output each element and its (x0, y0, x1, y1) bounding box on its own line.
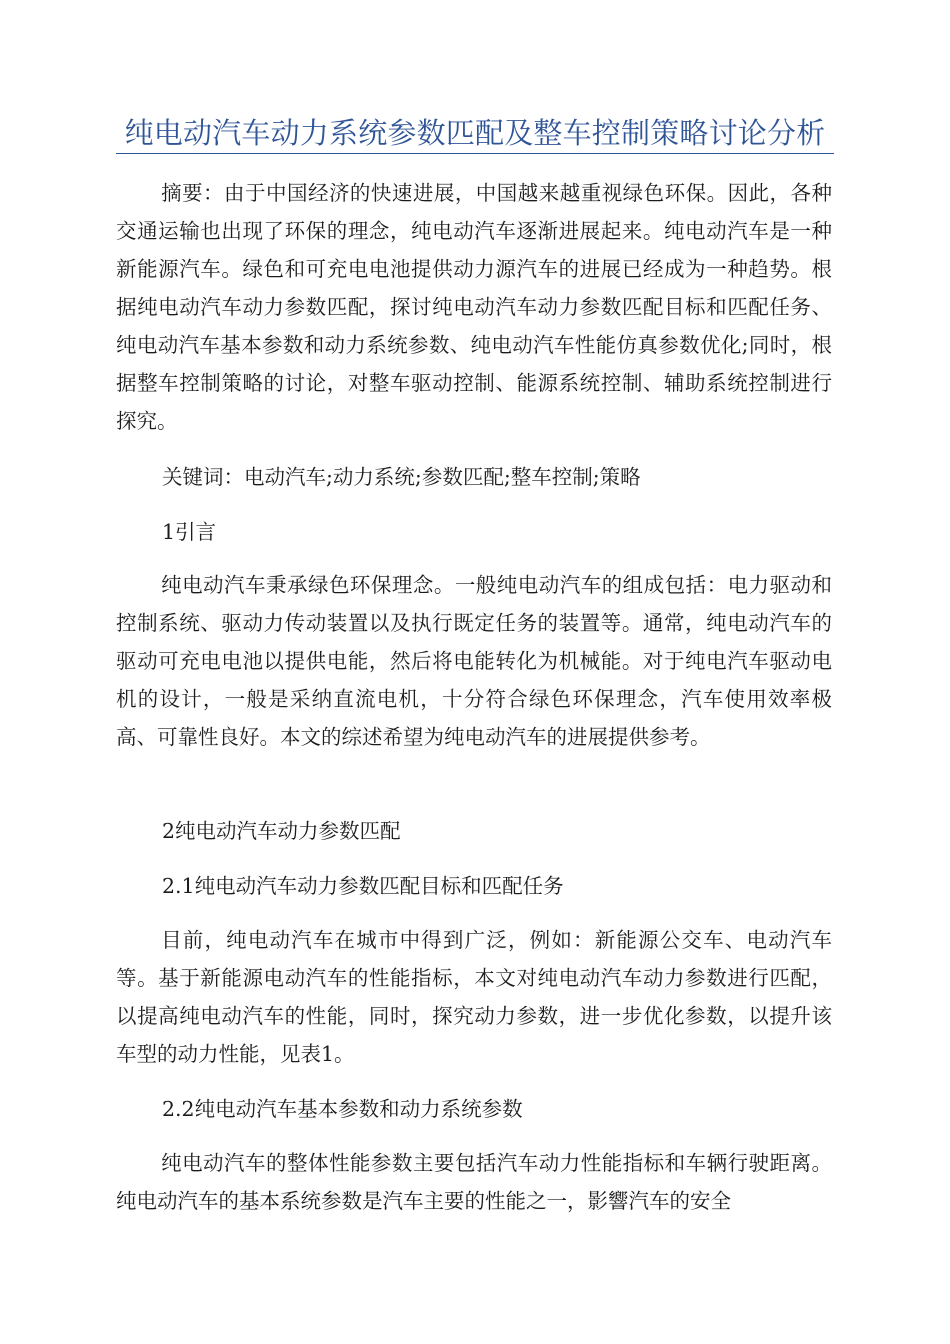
abstract-paragraph: 摘要：由于中国经济的快速进展，中国越来越重视绿色环保。因此，各种交通运输也出现了环保的理念，纯电动汽车逐渐进展起来。纯电动汽车是一种新能源汽车。绿色和可充电电池提供动力源汽车的进展已经成为一种趋势。根据纯电动汽车动力参数匹配，探讨纯电动汽车动力参数匹配目标和匹配任务、纯电动汽车基本参数和动力系统参数、纯电动汽车性能仿真参数优化;同时，根据整车控制策略的讨论，对整车驱动控制、能源系统控制、辅助系统控制进行探究。 (116, 181, 832, 433)
title-underline (116, 153, 834, 154)
document-title: 纯电动汽车动力系统参数匹配及整车控制策略讨论分析 (124, 116, 826, 150)
section-heading-2: 2纯电动汽车动力参数匹配 (162, 819, 401, 843)
section-heading-2-2: 2.2纯电动汽车基本参数和动力系统参数 (162, 1097, 523, 1121)
intro-paragraph: 纯电动汽车秉承绿色环保理念。一般纯电动汽车的组成包括：电力驱动和控制系统、驱动力传动装置以及执行既定任务的装置等。通常，纯电动汽车的驱动可充电电池以提供电能，然后将电能转化为机械能。对于纯电汽车驱动电机的设计，一般是采纳直流电机，十分符合绿色环保理念，汽车使用效率极高、可靠性良好。本文的综述希望为纯电动汽车的进展提供参考。 (116, 573, 832, 749)
section-heading-2-1: 2.1纯电动汽车动力参数匹配目标和匹配任务 (162, 874, 564, 898)
keywords-line: 关键词：电动汽车;动力系统;参数匹配;整车控制;策略 (162, 465, 641, 489)
section-2-2-paragraph: 纯电动汽车的整体性能参数主要包括汽车动力性能指标和车辆行驶距离。纯电动汽车的基本系统参数是汽车主要的性能之一，影響汽车的安全 (116, 1151, 832, 1213)
section-2-1-paragraph: 目前，纯电动汽车在城市中得到广泛，例如：新能源公交车、电动汽车等。基于新能源电动汽车的性能指标，本文对纯电动汽车动力参数进行匹配，以提高纯电动汽车的性能，同时，探究动力参数，进一步优化参数，以提升该车型的动力性能，见表1。 (116, 928, 832, 1066)
section-heading-intro: 1引言 (162, 520, 217, 544)
